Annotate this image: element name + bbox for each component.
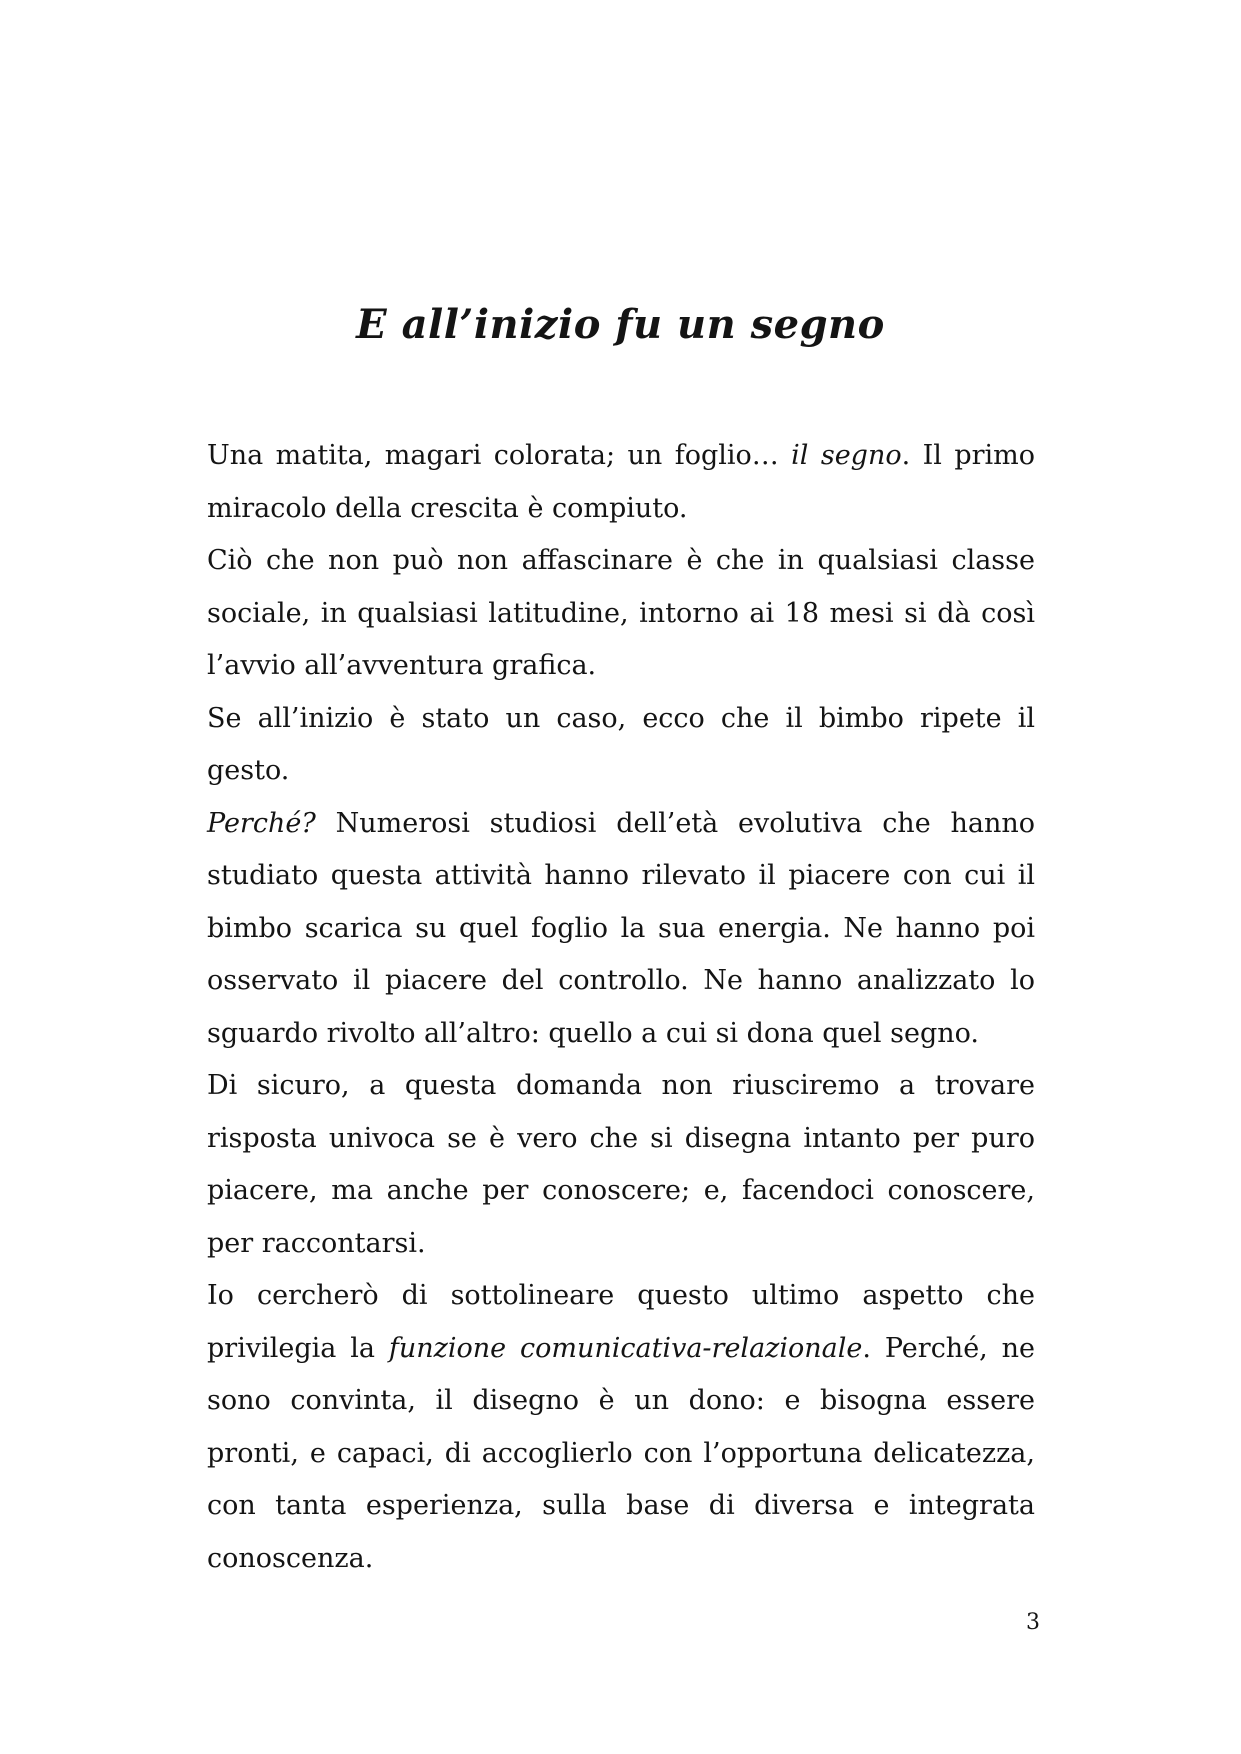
paragraph-4 xyxy=(207,798,1035,1061)
paragraph-1-text-a: Una matita, magari colorata; un foglio… xyxy=(207,440,792,471)
page-number: 3 xyxy=(1026,1610,1040,1635)
paragraph-4-emphasis: Perché? xyxy=(207,807,316,839)
paragraph-2: Ciò che non può non affascinare è che in qualsiasi classe sociale, in qualsiasi latitudine, intorno ai 18 mesi si dà così l’avvio all’avventura grafica. xyxy=(207,545,1035,681)
paragraph-4-text: Numerosi studiosi dell’età evolutiva che hanno studiato questa attività hanno rilevato il piacere con cui il bimbo scarica su quel foglio la sua energia. Ne hanno poi osservato il piacere del controllo. Ne hanno analizzato lo sguardo rivolto all’altro: quello a cui si dona quel segno. xyxy=(207,807,1035,1049)
chapter-title: E all’inizio fu un segno xyxy=(356,301,885,348)
paragraph-3: Se all’inizio è stato un caso, ecco che il bimbo ripete il gesto. xyxy=(207,702,1035,786)
paragraph-6-text-b: . Perché, ne sono convinta, il disegno è un dono: e bisogna essere pronti, e capaci, di accoglierlo con l’opportuna delicatezza, con tanta esperienza, sulla base di diversa e integrata conoscenza. xyxy=(207,1332,1036,1574)
paragraph-1-text-b: . Il primo miracolo della crescita è compiuto. xyxy=(207,440,1036,524)
body-text xyxy=(207,430,1035,1585)
paragraph-1-emphasis: il segno xyxy=(791,440,902,471)
paragraph-6-emphasis: funzione comunicativa-relazionale xyxy=(388,1332,863,1364)
paragraph-1 xyxy=(207,430,1035,535)
paragraph-6-text-a: Io cercherò di sottolineare questo ultimo aspetto che privilegia la xyxy=(207,1280,1035,1364)
paragraph-6 xyxy=(207,1270,1035,1585)
paragraph-5: Di sicuro, a questa domanda non riusciremo a trovare risposta univoca se è vero che si disegna intanto per puro piacere, ma anche per conoscere; e, facendoci conoscere, per raccontarsi. xyxy=(207,1070,1035,1259)
